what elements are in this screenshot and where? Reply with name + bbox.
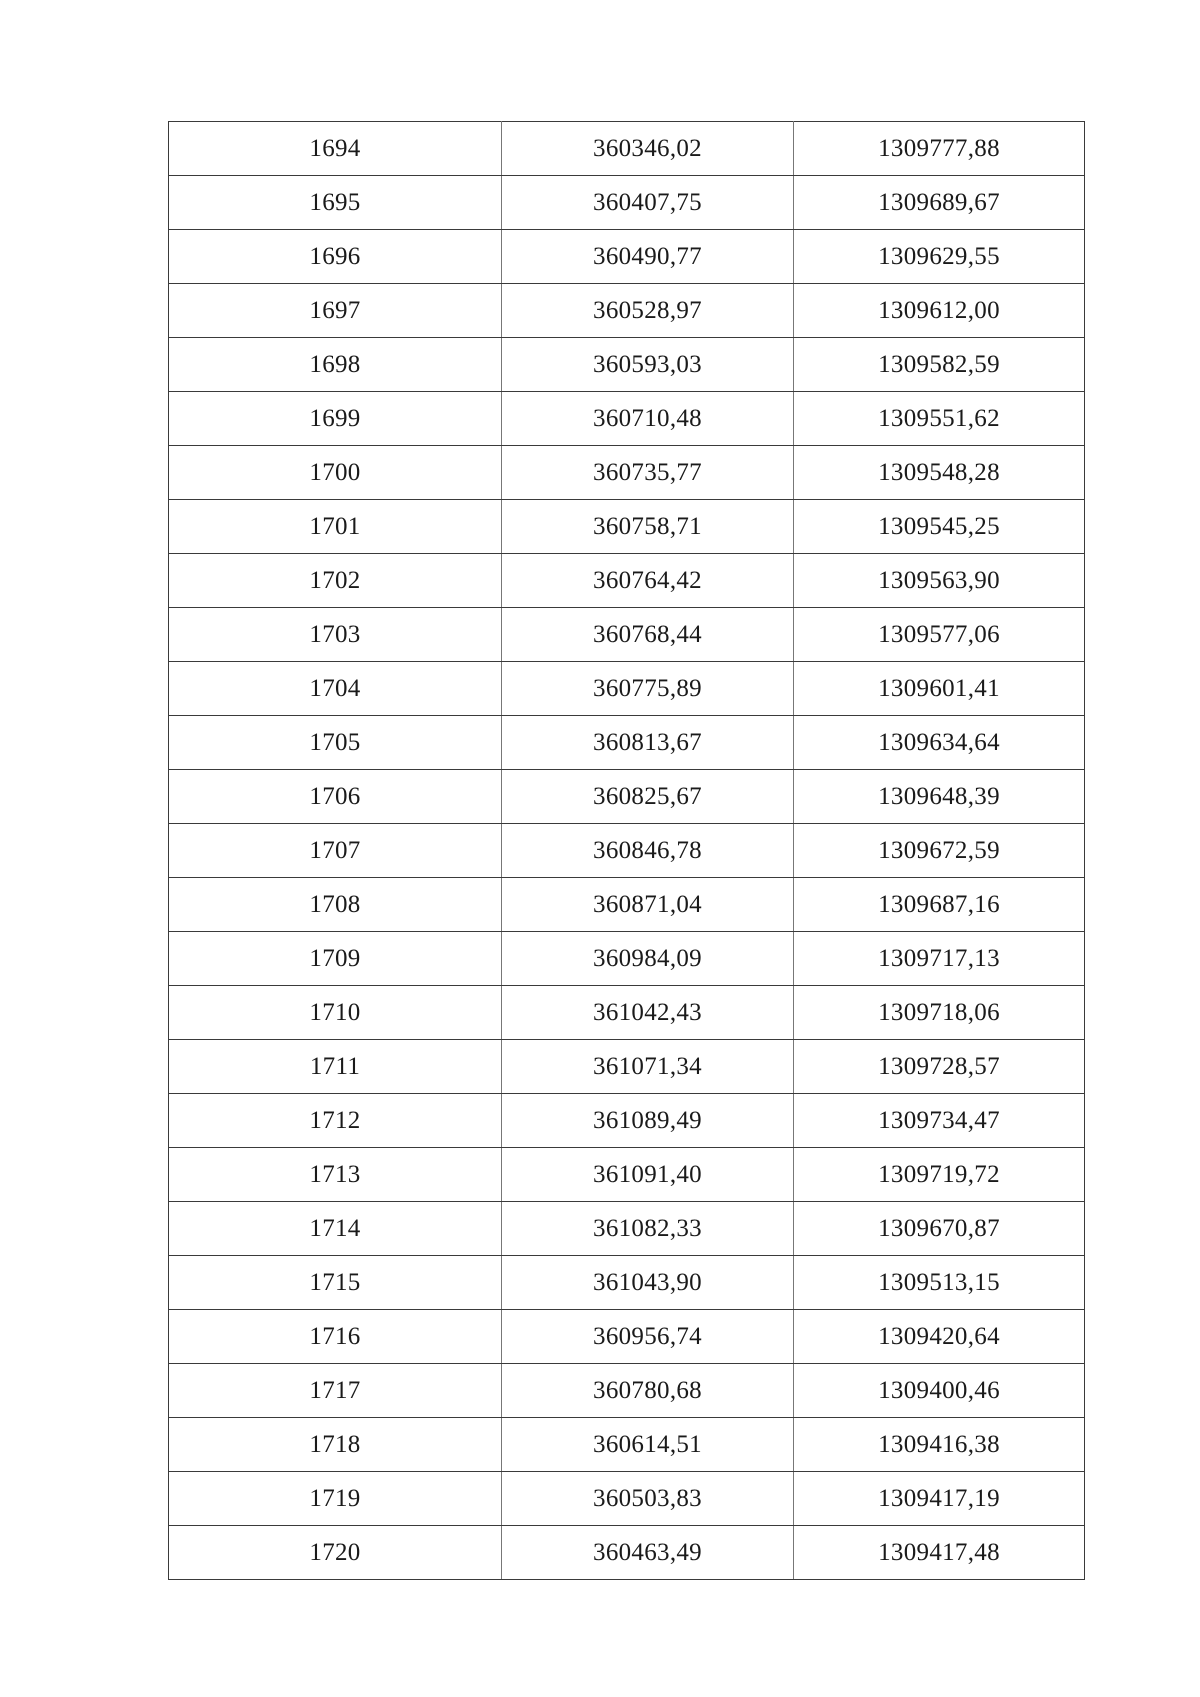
point-number-cell: 1718 — [169, 1418, 502, 1472]
table-row — [169, 176, 1085, 230]
table-row — [169, 392, 1085, 446]
point-number-cell: 1697 — [169, 284, 502, 338]
y-coordinate-cell: 1309551,62 — [794, 392, 1085, 446]
x-coordinate-cell: 361043,90 — [502, 1256, 794, 1310]
y-coordinate-cell: 1309670,87 — [794, 1202, 1085, 1256]
table-row — [169, 662, 1085, 716]
x-coordinate-cell: 361091,40 — [502, 1148, 794, 1202]
x-coordinate-cell: 360825,67 — [502, 770, 794, 824]
table-row — [169, 1364, 1085, 1418]
x-coordinate-cell: 360407,75 — [502, 176, 794, 230]
coordinates-table — [168, 121, 1085, 1580]
point-number-cell: 1702 — [169, 554, 502, 608]
x-coordinate-cell: 360758,71 — [502, 500, 794, 554]
point-number-cell: 1698 — [169, 338, 502, 392]
point-number-cell: 1694 — [169, 122, 502, 176]
y-coordinate-cell: 1309648,39 — [794, 770, 1085, 824]
y-coordinate-cell: 1309689,67 — [794, 176, 1085, 230]
x-coordinate-cell: 360780,68 — [502, 1364, 794, 1418]
table-row — [169, 1418, 1085, 1472]
point-number-cell: 1699 — [169, 392, 502, 446]
x-coordinate-cell: 360813,67 — [502, 716, 794, 770]
x-coordinate-cell: 360710,48 — [502, 392, 794, 446]
y-coordinate-cell: 1309417,48 — [794, 1526, 1085, 1580]
y-coordinate-cell: 1309601,41 — [794, 662, 1085, 716]
point-number-cell: 1709 — [169, 932, 502, 986]
table-row — [169, 878, 1085, 932]
point-number-cell: 1717 — [169, 1364, 502, 1418]
table-row — [169, 932, 1085, 986]
point-number-cell: 1695 — [169, 176, 502, 230]
table-row — [169, 446, 1085, 500]
x-coordinate-cell: 361082,33 — [502, 1202, 794, 1256]
x-coordinate-cell: 360614,51 — [502, 1418, 794, 1472]
y-coordinate-cell: 1309734,47 — [794, 1094, 1085, 1148]
point-number-cell: 1716 — [169, 1310, 502, 1364]
y-coordinate-cell: 1309548,28 — [794, 446, 1085, 500]
x-coordinate-cell: 360764,42 — [502, 554, 794, 608]
table-row — [169, 1148, 1085, 1202]
x-coordinate-cell: 361089,49 — [502, 1094, 794, 1148]
table-row — [169, 1472, 1085, 1526]
point-number-cell: 1704 — [169, 662, 502, 716]
y-coordinate-cell: 1309728,57 — [794, 1040, 1085, 1094]
point-number-cell: 1703 — [169, 608, 502, 662]
y-coordinate-cell: 1309545,25 — [794, 500, 1085, 554]
table-row — [169, 284, 1085, 338]
y-coordinate-cell: 1309513,15 — [794, 1256, 1085, 1310]
coordinates-table-body — [169, 122, 1085, 1580]
x-coordinate-cell: 360775,89 — [502, 662, 794, 716]
table-row — [169, 1256, 1085, 1310]
y-coordinate-cell: 1309718,06 — [794, 986, 1085, 1040]
y-coordinate-cell: 1309577,06 — [794, 608, 1085, 662]
y-coordinate-cell: 1309687,16 — [794, 878, 1085, 932]
table-row — [169, 824, 1085, 878]
x-coordinate-cell: 360871,04 — [502, 878, 794, 932]
point-number-cell: 1715 — [169, 1256, 502, 1310]
point-number-cell: 1711 — [169, 1040, 502, 1094]
point-number-cell: 1712 — [169, 1094, 502, 1148]
x-coordinate-cell: 360735,77 — [502, 446, 794, 500]
table-row — [169, 608, 1085, 662]
point-number-cell: 1713 — [169, 1148, 502, 1202]
table-row — [169, 1040, 1085, 1094]
x-coordinate-cell: 360846,78 — [502, 824, 794, 878]
point-number-cell: 1700 — [169, 446, 502, 500]
table-row — [169, 500, 1085, 554]
table-row — [169, 554, 1085, 608]
table-row — [169, 716, 1085, 770]
x-coordinate-cell: 361042,43 — [502, 986, 794, 1040]
table-row — [169, 230, 1085, 284]
y-coordinate-cell: 1309634,64 — [794, 716, 1085, 770]
x-coordinate-cell: 360593,03 — [502, 338, 794, 392]
x-coordinate-cell: 360984,09 — [502, 932, 794, 986]
y-coordinate-cell: 1309420,64 — [794, 1310, 1085, 1364]
point-number-cell: 1710 — [169, 986, 502, 1040]
point-number-cell: 1708 — [169, 878, 502, 932]
y-coordinate-cell: 1309777,88 — [794, 122, 1085, 176]
point-number-cell: 1720 — [169, 1526, 502, 1580]
y-coordinate-cell: 1309717,13 — [794, 932, 1085, 986]
y-coordinate-cell: 1309416,38 — [794, 1418, 1085, 1472]
point-number-cell: 1701 — [169, 500, 502, 554]
table-row — [169, 338, 1085, 392]
y-coordinate-cell: 1309612,00 — [794, 284, 1085, 338]
table-row — [169, 770, 1085, 824]
y-coordinate-cell: 1309719,72 — [794, 1148, 1085, 1202]
y-coordinate-cell: 1309629,55 — [794, 230, 1085, 284]
point-number-cell: 1714 — [169, 1202, 502, 1256]
y-coordinate-cell: 1309400,46 — [794, 1364, 1085, 1418]
table-row — [169, 1310, 1085, 1364]
x-coordinate-cell: 360346,02 — [502, 122, 794, 176]
y-coordinate-cell: 1309563,90 — [794, 554, 1085, 608]
x-coordinate-cell: 360503,83 — [502, 1472, 794, 1526]
x-coordinate-cell: 360528,97 — [502, 284, 794, 338]
y-coordinate-cell: 1309582,59 — [794, 338, 1085, 392]
point-number-cell: 1705 — [169, 716, 502, 770]
x-coordinate-cell: 360490,77 — [502, 230, 794, 284]
table-row — [169, 986, 1085, 1040]
table-row — [169, 1094, 1085, 1148]
point-number-cell: 1719 — [169, 1472, 502, 1526]
x-coordinate-cell: 360768,44 — [502, 608, 794, 662]
y-coordinate-cell: 1309417,19 — [794, 1472, 1085, 1526]
point-number-cell: 1706 — [169, 770, 502, 824]
x-coordinate-cell: 361071,34 — [502, 1040, 794, 1094]
point-number-cell: 1696 — [169, 230, 502, 284]
point-number-cell: 1707 — [169, 824, 502, 878]
table-row — [169, 1526, 1085, 1580]
table-row — [169, 1202, 1085, 1256]
x-coordinate-cell: 360463,49 — [502, 1526, 794, 1580]
y-coordinate-cell: 1309672,59 — [794, 824, 1085, 878]
table-row — [169, 122, 1085, 176]
x-coordinate-cell: 360956,74 — [502, 1310, 794, 1364]
